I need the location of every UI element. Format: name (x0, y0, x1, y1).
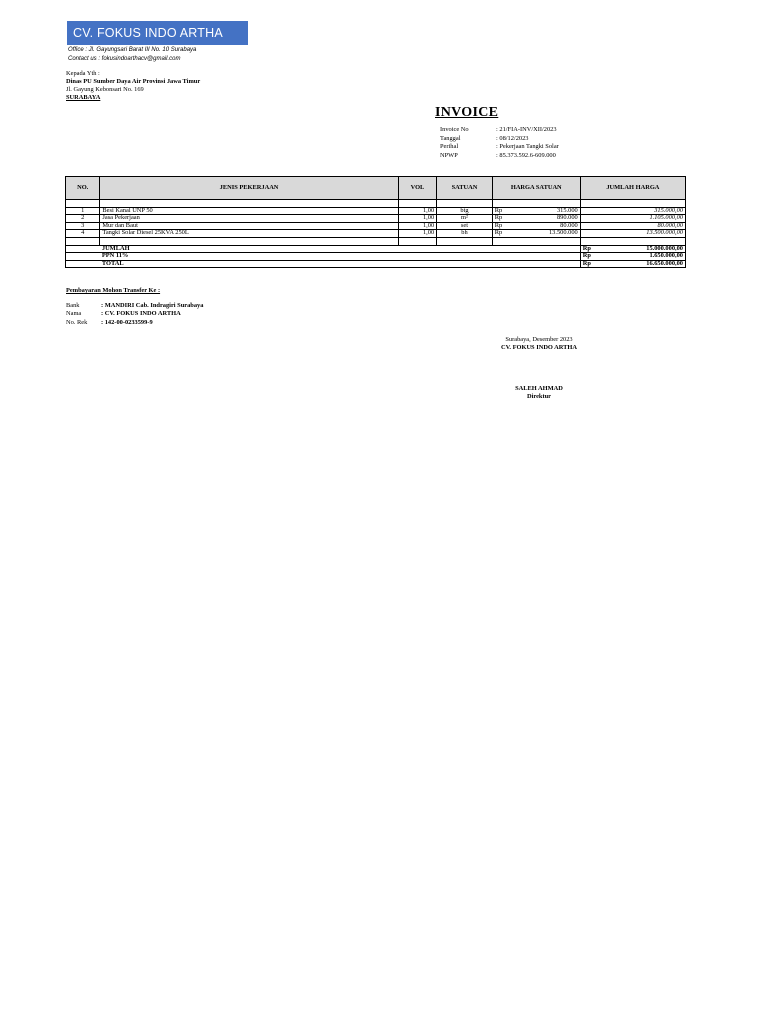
meta-value: : 21/FIA-INV/XII/2023 (496, 126, 557, 133)
row-currency: Rp (492, 222, 507, 230)
payment-row-name (66, 310, 203, 318)
company-contact-block (68, 46, 196, 63)
payment-label: Nama (66, 310, 82, 318)
row-no: 4 (66, 230, 100, 238)
col-header-unit-price: HARGA SATUAN (492, 177, 580, 200)
col-header-vol: VOL (398, 177, 436, 200)
company-name-banner: CV. FOKUS INDO ARTHA (67, 21, 248, 45)
table-row (66, 207, 686, 215)
meta-row-invoice-no (440, 126, 559, 135)
row-price: 890.000 (507, 215, 580, 223)
contact-email: Contact us : fokusindoarthacv@gmail.com (68, 55, 181, 62)
summary-row-total (66, 260, 686, 268)
row-total: 13.500.000,00 (580, 230, 685, 238)
recipient-address: Jl. Gayung Kebonsari No. 169 (66, 86, 144, 93)
row-item: Jasa Pekerjaan (100, 215, 398, 223)
recipient-greeting: Kepada Yth : (66, 70, 100, 77)
payment-value: : 142-00-0233599-9 (101, 318, 153, 326)
row-vol: 1,00 (398, 230, 436, 238)
meta-value: : 85.373.592.6-609.000 (496, 151, 556, 159)
row-unit: bh (437, 230, 493, 238)
row-item: Besi Kanal UNP 50 (100, 207, 398, 215)
summary-label: TOTAL (100, 260, 580, 268)
table-spacer-row (66, 237, 686, 245)
summary-label: PPN 11% (100, 253, 580, 261)
summary-value: 15.000.000,00 (646, 244, 683, 252)
payment-value: : CV. FOKUS INDO ARTHA (101, 310, 181, 318)
meta-label: Invoice No (440, 126, 469, 133)
meta-row-npwp (440, 152, 559, 161)
row-currency: Rp (492, 207, 507, 215)
meta-row-date (440, 135, 559, 144)
signature-place-date: Surabaya, Desember 2023 (505, 336, 573, 343)
summary-currency: Rp (582, 252, 591, 260)
meta-label: NPWP (440, 151, 458, 159)
meta-value: : Pekerjaan Tangki Solar (496, 143, 559, 151)
row-currency: Rp (492, 230, 507, 238)
summary-row-subtotal (66, 245, 686, 253)
row-no: 3 (66, 222, 100, 230)
meta-value: : 08/12/2023 (496, 134, 529, 142)
summary-currency: Rp (582, 244, 591, 252)
col-header-no: NO. (66, 177, 100, 200)
row-total: 315.000,00 (580, 207, 685, 215)
meta-row-subject (440, 143, 559, 152)
payment-block (66, 287, 203, 327)
row-price: 13.500.000 (507, 230, 580, 238)
recipient-city: SURABAYA (66, 94, 101, 101)
payment-title: Pembayaran Mohon Transfer Ke : (66, 287, 161, 294)
row-vol: 1,00 (398, 222, 436, 230)
summary-value: 16.650.000,00 (646, 259, 683, 267)
invoice-title: INVOICE (435, 105, 499, 120)
row-price: 80.000 (507, 222, 580, 230)
payment-label: No. Rek (66, 318, 88, 326)
invoice-items-table (65, 176, 686, 268)
row-total: 80.000,00 (580, 222, 685, 230)
row-currency: Rp (492, 215, 507, 223)
summary-currency: Rp (582, 259, 591, 267)
table-row (66, 230, 686, 238)
recipient-block (66, 70, 200, 102)
summary-row-ppn (66, 253, 686, 261)
row-item: Tangki Solar Diesel 25KVA 250L (100, 230, 398, 238)
row-unit: set (437, 222, 493, 230)
col-header-item: JENIS PEKERJAAN (100, 177, 398, 200)
payment-row-account (66, 319, 203, 327)
col-header-total: JUMLAH HARGA (580, 177, 685, 200)
row-total: 1.105.000,00 (580, 215, 685, 223)
signatory-role: Direktur (526, 393, 552, 400)
summary-amount (580, 260, 685, 268)
row-vol: 1,00 (398, 215, 436, 223)
table-header-row (66, 177, 686, 200)
row-item: Mur dan Baut (100, 222, 398, 230)
meta-label: Tanggal (440, 134, 461, 142)
row-vol: 1,00 (398, 207, 436, 215)
recipient-name: Dinas PU Sumber Daya Air Provinsi Jawa Timur (66, 78, 201, 85)
payment-label: Bank (66, 302, 80, 310)
row-unit: m² (437, 215, 493, 223)
payment-row-bank (66, 302, 203, 310)
office-address: Office : Jl. Gayungsari Barat III No. 10 Surabaya (68, 47, 197, 53)
meta-label: Perihal (440, 143, 459, 151)
invoice-meta (440, 126, 559, 160)
table-row (66, 215, 686, 223)
row-unit: btg (437, 207, 493, 215)
row-no: 2 (66, 215, 100, 223)
table-spacer-row (66, 200, 686, 208)
row-price: 315.000 (507, 207, 580, 215)
summary-value: 1.650.000,00 (649, 252, 683, 260)
row-no: 1 (66, 207, 100, 215)
summary-label: JUMLAH (100, 245, 580, 253)
signature-company: CV. FOKUS INDO ARTHA (501, 344, 577, 351)
col-header-unit: SATUAN (437, 177, 493, 200)
signatory-name: SALEH AHMAD (515, 385, 563, 392)
payment-value: : MANDIRI Cab. Indragiri Surabaya (101, 302, 204, 310)
